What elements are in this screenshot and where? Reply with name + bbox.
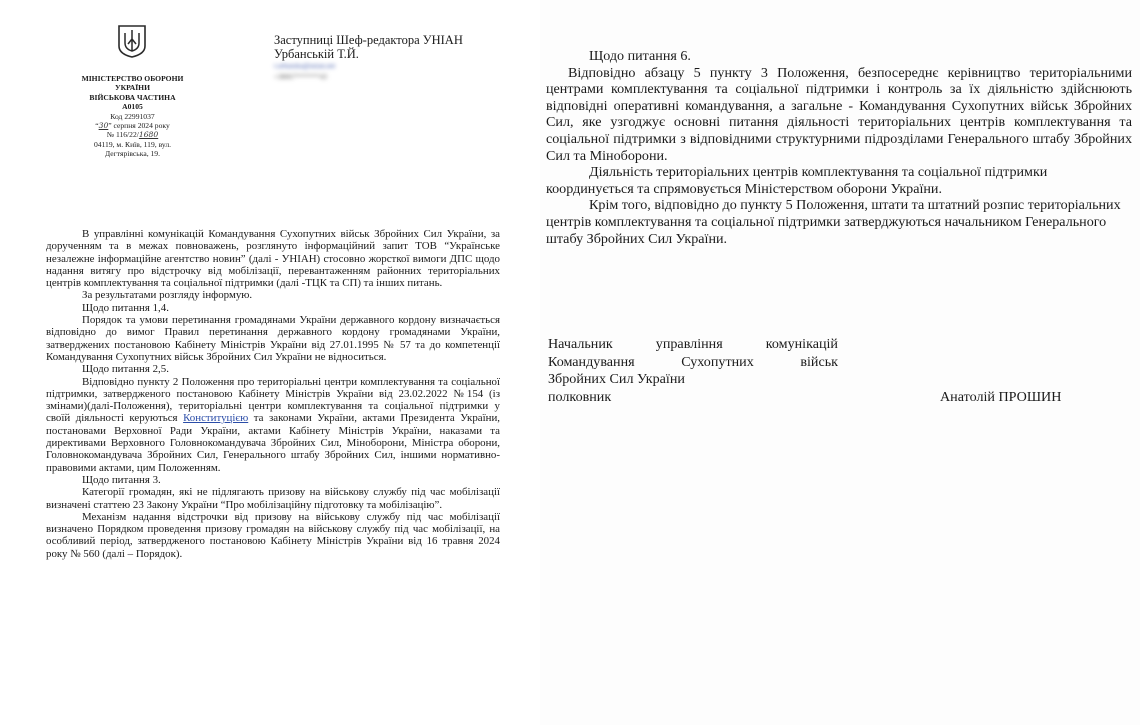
signature-block	[548, 336, 838, 406]
paragraph: Категорії громадян, які не підлягають призову на військову службу під час мобілізації визначені статтею 23 Закону України “Про мобілізаційну підготовку та мобілізацію”.	[46, 486, 500, 511]
paragraph: Щодо питання 3.	[82, 473, 161, 486]
constitution-link[interactable]: Конституцією	[183, 412, 249, 425]
paragraph: Відповідно пункту 2 Положення про територіальні центри комплектування та соціальної підтримки, затвердженого постановою Кабінету Міністрів України від 23.02.2022 №154 (із змінами)(далі-Положення), територіальні центри комплектування та соціальної підтримки у своїй діяльності керуються Конституцією та законами України, актами Президента України, постановами Верховної Ради України, актами Кабінету Міністрів України, наказами та директивами Верховного Головнокомандувача Збройних Сил, Міноборони, Міністра оборони, Головнокомандувача Збройних Сил, Генерального штабу Збройних Сил, іншими нормативно-правовими актами, цим Положенням.	[46, 375, 501, 474]
letter-body-left	[46, 228, 500, 560]
signer-name: Анатолій ПРОШИН	[940, 389, 1062, 405]
country-name: УКРАЇНИ	[115, 83, 150, 93]
addressee-phone-redacted: +38067*******43	[274, 73, 327, 81]
paragraph: Порядок та умови перетинання громадянами України державного кордону визначається відповідно до вимог Правил перетинання державного кордону громадянами України, затверджених постановою Кабінету Міністрів України від 27.01.1995 № 57 та до компетенції Командування Сухопутних військ Збройних Сил України не відноситься.	[46, 314, 500, 363]
letter-body-right	[546, 48, 1132, 247]
unit-code: А0105	[122, 102, 143, 112]
letter-page-left	[0, 0, 540, 725]
handwritten-number: 1680	[138, 130, 159, 140]
paragraph: Щодо питання 1,4.	[82, 301, 169, 314]
paragraph: Щодо питання 2,5.	[82, 363, 169, 376]
paragraph: Відповідно абзацу 5 пункту 3 Положення, безпосереднє керівництво територіальними центрами комплектування та соціальної підтримки і контроль за їх діяльністю здійснюють відповідні оперативні командування, а загальне - Командування Сухопутних військ Збройних Сил, яке узгоджує основні питання діяльності територіальних центрів комплектування та соціальної підтримки з відповідними структурними підрозділами Генерального штабу Збройних Сил та Міноборони.	[546, 64, 1132, 164]
edrpou-code: Код 22991037	[110, 111, 155, 121]
signer-position-line: Начальник управління комунікацій	[548, 336, 838, 352]
addressee-position: Заступниці Шеф-редактора УНІАН	[274, 33, 463, 47]
signer-rank: полковник	[548, 388, 612, 405]
paragraph: Діяльність територіальних центрів комплектування та соціальної підтримки координується та спрямовується Міністерством оборони України.	[546, 164, 1048, 197]
addressee-name: Урбанській Т.Й.	[274, 47, 359, 61]
paragraph: Механізм надання відстрочки від призову на військову службу під час мобілізації визначено Порядком проведення призову громадян на військову службу під час мобілізації, на особливий період, затвердженого постановою Кабінету Міністрів України від 16 травня 2024 року № 560 (далі – Порядок).	[46, 510, 500, 560]
letterhead	[30, 74, 235, 159]
letter-date: “30” серпня 2024 року	[95, 121, 170, 131]
addressee-block	[274, 33, 463, 83]
address-line-1: 04119, м. Київ, 119, вул.	[93, 139, 172, 149]
addressee-email-redacted: t.urbanska@unian.net	[274, 62, 336, 70]
letter-number: № 116/22/1680	[106, 130, 159, 140]
address-line-2: Дегтярівська, 19.	[105, 149, 160, 159]
signer-forces-line: Збройних Сил України	[548, 371, 685, 388]
ministry-name: МІНІСТЕРСТВО ОБОРОНИ	[81, 74, 184, 83]
paragraph: Крім того, відповідно до пункту 5 Положення, штати та штатний розпис територіальних центрів комплектування та соціальної підтримки затверджуються начальником Генерального штабу Збройних Сил України.	[546, 197, 1121, 247]
signer-command-line: Командування Сухопутних військ	[548, 353, 838, 370]
paragraph: В управлінні комунікацій Командування Сухопутних військ Збройних Сил України, за дорученням та в межах повноважень, розглянуто інформаційний запит ТОВ “Українське незалежне інформаційне агентство новин” (далі - УНІАН) стосовно жорсткої вимоги ДПС щодо надання витягу про відстрочку від мобілізації, перевантаженням районних територіальних центрів комплектування та соціальної підтримки (далі -ТЦК та СП) та інших питань.	[46, 228, 500, 290]
paragraph: За результатами розгляду інформую.	[82, 289, 253, 302]
unit-name: ВІЙСЬКОВА ЧАСТИНА	[89, 92, 176, 102]
coat-of-arms-icon	[117, 24, 147, 58]
paragraph: Щодо питання 6.	[589, 48, 691, 64]
handwritten-day: 30	[98, 121, 109, 131]
